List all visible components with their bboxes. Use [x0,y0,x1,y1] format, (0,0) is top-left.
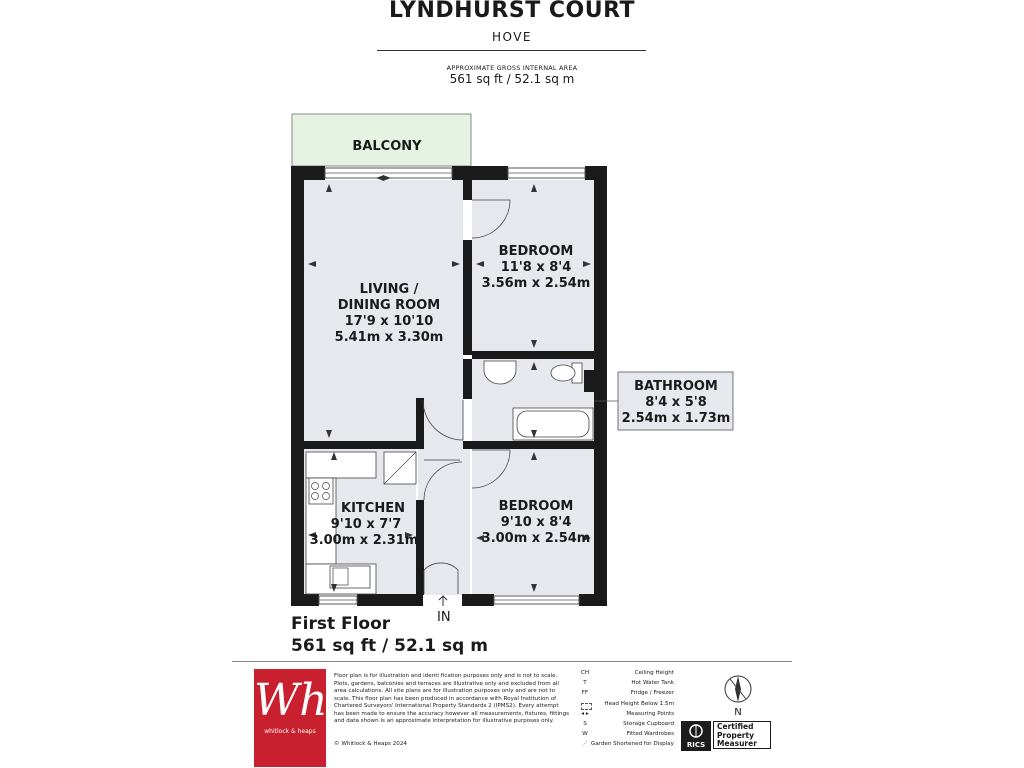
measuring-points-icon: ◂ ▸ [581,710,589,717]
disclaimer-text: Floor plan is for illustration and identi fication purposes only and is not to scale. Plots, gardens, balconies and terraces are illustrative only and excluded from all area calculations. All site plans are for illustration purposes only and are not to scale. This floor plan has been produced in accordance with Royal Institution of Chartered Surveyors' International Property Standards 2 (IPMS2). Every attempt has been made to ensure the accuracy however all measurements, fixtures, fittings and data shown is an approximate interpretation for illustrative purposes only. [334,673,570,724]
legend-item: T Hot Water Tank [574,680,674,690]
bedroom-2-metric: 3.00m x 2.54m [481,531,591,546]
floor-name: First Floor [291,614,391,634]
living-room-metric: 5.41m x 3.30m [334,330,444,345]
legend-item: S Storage Cupboard [574,721,674,731]
living-room-name-2: DINING ROOM [337,298,441,313]
bedroom-2-imperial: 9'10 x 8'4 [500,515,572,530]
garden-shortened-icon: ⋰ [582,741,588,748]
bedroom-1-metric: 3.56m x 2.54m [481,276,591,291]
fridge-freezer-icon: FF [581,690,589,697]
balcony-label: BALCONY [352,139,422,154]
agency-logo [254,669,326,767]
logo-subtitle: whitlock & heaps [264,728,316,735]
bathroom-imperial: 8'4 x 5'8 [645,395,707,410]
legend [574,670,674,752]
rics-certification: Certified Property Measurer [713,721,771,749]
storage-cupboard-icon: S [583,720,587,727]
legend-item: FF Fridge / Freezer [574,690,674,700]
legend-item: W Fitted Wardrobes [574,731,674,741]
bedroom-1-imperial: 11'8 x 8'4 [500,260,572,275]
copyright-text: © Whitlock & Heaps 2024 [334,741,407,747]
kitchen-metric: 3.00m x 2.31m [309,533,419,548]
living-room-name-1: LIVING / [359,282,419,297]
rics-badge [681,721,773,751]
rics-emblem-icon [681,721,711,739]
gross-area-label: APPROXIMATE GROSS INTERNAL AREA [446,64,578,72]
legend-item: ⋰ Garden Shortened for Display [574,741,674,751]
footer-divider [232,661,792,662]
legend-item: CH Ceiling Height [574,670,674,680]
page-title: LYNDHURST COURT [388,0,636,23]
logo-mark: Wh [254,675,328,726]
legend-item: ◂ ▸ Measuring Points [574,711,674,721]
hallway-floor [418,442,470,595]
bathroom-name: BATHROOM [634,379,718,394]
compass-icon [718,673,758,721]
bedroom-1-name: BEDROOM [498,244,574,259]
kitchen-imperial: 9'10 x 7'7 [330,517,402,532]
kitchen-name: KITCHEN [341,501,405,516]
rics-logo: RICS [681,721,711,751]
floor-area: 561 sq ft / 52.1 sq m [291,636,488,656]
bathroom-metric: 2.54m x 1.73m [621,411,731,426]
fitted-wardrobes-icon: W [582,731,588,738]
hot-water-tank-icon: T [583,680,587,687]
legend-item: Head Height Below 1.5m [574,701,674,711]
page-subtitle: HOVE [491,30,533,44]
entrance-label: IN [437,610,451,625]
ceiling-height-icon: CH [580,670,590,676]
head-height-icon [581,703,592,710]
gross-area-value: 561 sq ft / 52.1 sq m [449,72,575,86]
bedroom-2-name: BEDROOM [498,499,574,514]
living-room-imperial: 17'9 x 10'10 [344,314,434,329]
compass-north-label: N [734,707,742,718]
